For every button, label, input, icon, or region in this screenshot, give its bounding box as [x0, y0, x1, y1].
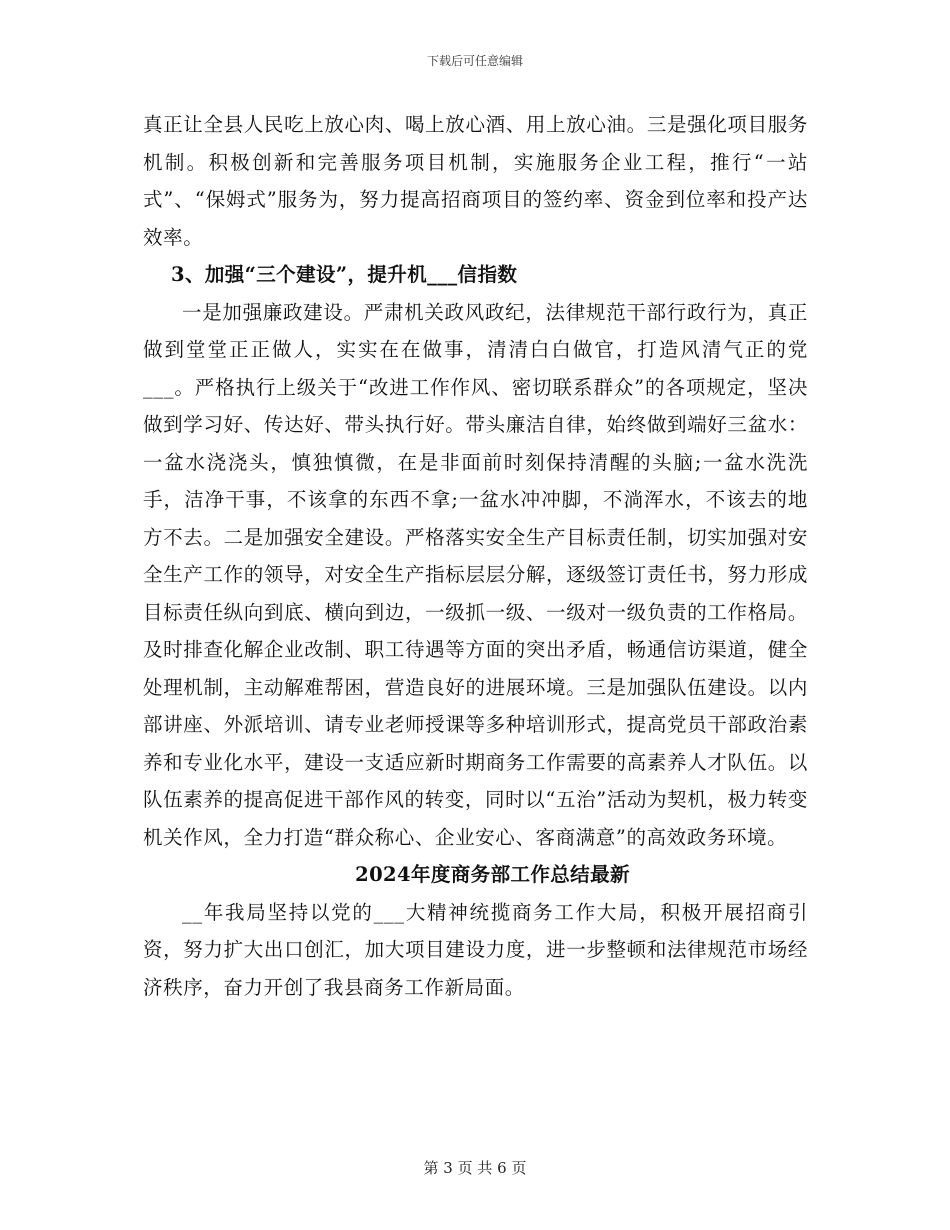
- paragraph-summary-intro: __年我局坚持以党的___大精神统揽商务工作大局，积极开展招商引资，努力扩大出口创汇，加大项目建设力度，进一步整顿和法律规范市场经济秩序，奋力开创了我县商务工作新局面。: [143, 900, 808, 999]
- page-number-footer: 第 3 页 共 6 页: [423, 1159, 527, 1177]
- document-body: [143, 106, 808, 1006]
- document-title: 2024年度商务部工作总结最新: [355, 863, 630, 886]
- section-heading-three-constructions: 3、加强“三个建设”，提升机___信指数: [171, 263, 518, 286]
- paragraph-service-mechanism: 真正让全县人民吃上放心肉、喝上放心酒、用上放心油。三是强化项目服务机制。积极创新和完善服务项目机制，实施服务企业工程，推行“一站式”、“保姆式”服务为，努力提高招商项目的签约率、资金到位率和投产达效率。: [143, 113, 808, 249]
- paragraph-construction-details: 一是加强廉政建设。严肃机关政风政纪，法律规范干部行政行为，真正做到堂堂正正做人，实实在在做事，清清白白做官，打造风清气正的党___。严格执行上级关于“改进工作作风、密切联系群众”的各项规定，坚决做到学习好、传达好、带头执行好。带头廉洁自律，始终做到端好三盆水：一盆水浇浇头，慎独慎微，在是非面前时刻保持清醒的头脑;一盆水洗洗手，洁净干事，不该拿的东西不拿;一盆水冲冲脚，不淌浑水，不该去的地方不去。二是加强安全建设。严格落实安全生产目标责任制，切实加强对安全生产工作的领导，对安全生产指标层层分解，逐级签订责任书，努力形成目标责任纵向到底、横向到边，一级抓一级、一级对一级负责的工作格局。及时排查化解企业改制、职工待遇等方面的突出矛盾，畅通信访渠道，健全处理机制，主动解难帮困，营造良好的进展环境。三是加强队伍建设。以内部讲座、外派培训、请专业老师授课等多种培训形式，提高党员干部政治素养和专业化水平，建设一支适应新时期商务工作需要的高素养人才队伍。以队伍素养的提高促进干部作风的转变，同时以“五治”活动为契机，极力转变机关作风，全力打造“群众称心、企业安心、客商满意”的高效政务环境。: [143, 300, 808, 849]
- page-header-note: 下载后可任意编辑: [426, 54, 523, 68]
